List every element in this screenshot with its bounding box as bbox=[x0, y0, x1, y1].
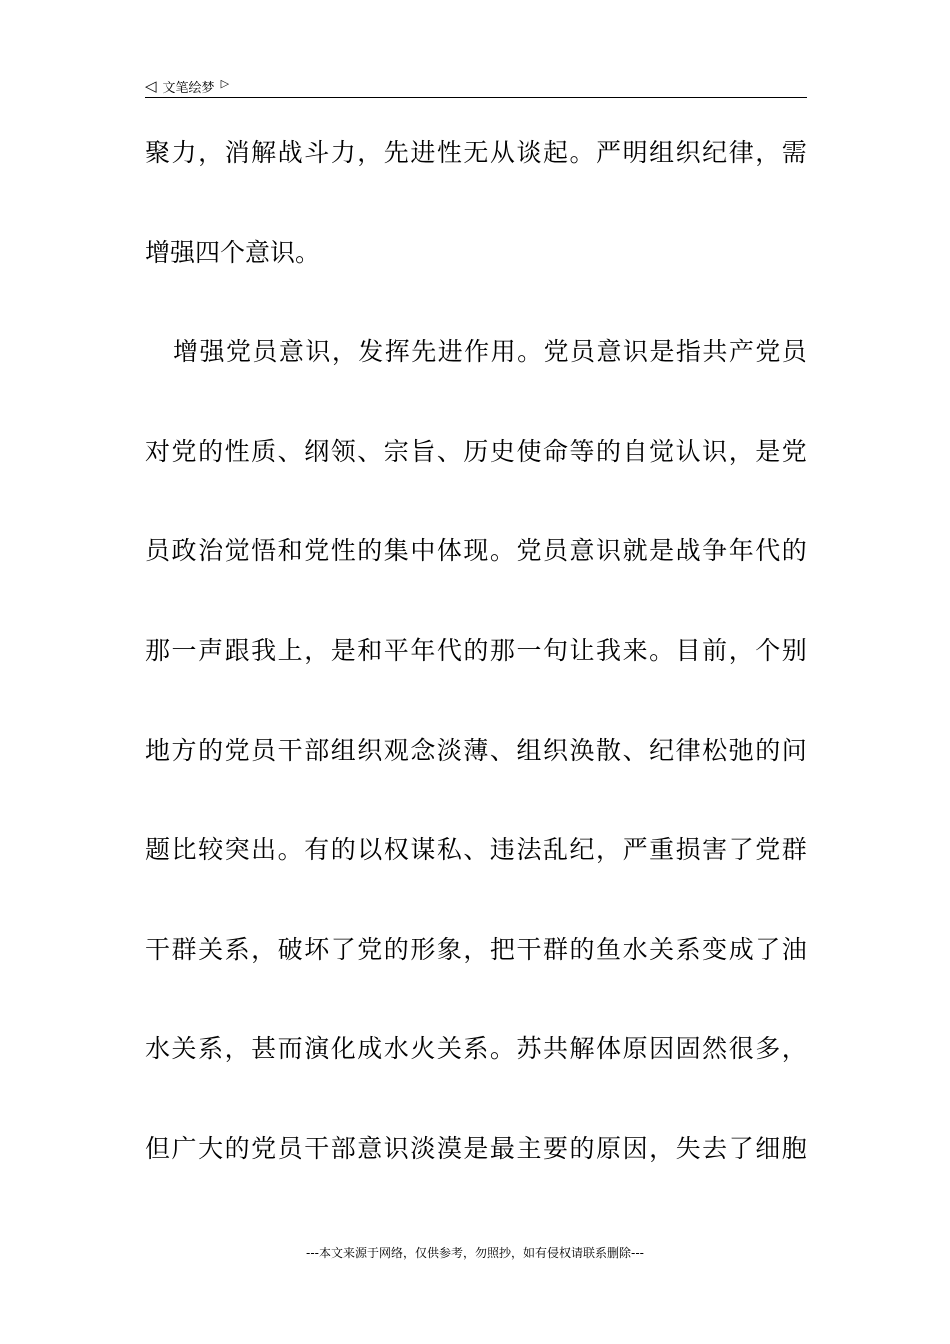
page-header bbox=[145, 74, 807, 98]
document-body bbox=[145, 128, 807, 1224]
text-line: 地 方 的 党 员 干 部 组 织 观 念 淡 薄 、 组 织 涣 散 、 纪 律 松 弛 的 问 bbox=[145, 735, 807, 765]
text-line: 聚 力 ， 消 解 战 斗 力 ， 先 进 性 无 从 谈 起 。 严 明 组 织 纪 律 ， 需 bbox=[145, 138, 807, 167]
header-title: 文笔绘梦 bbox=[162, 80, 215, 96]
text-line: 增 强 党 员 意 识 ， 发 挥 先 进 作 用 。 党 员 意 识 是 指 共 产 党 员 bbox=[173, 337, 807, 367]
header-divider bbox=[145, 97, 807, 98]
footer-disclaimer: ---本文来源于网络，仅供参考，勿照抄，如有侵权请联系删除--- bbox=[306, 1246, 644, 1260]
text-line: 对 党 的 性 质 、 纲 领 、 宗 旨 、 历 史 使 命 等 的 自 觉 认 识 ， 是 党 bbox=[145, 436, 807, 466]
text-line: 但 广 大 的 党 员 干 部 意 识 淡 漠 是 最 主 要 的 原 因 ， 失 去 了 细 胞 bbox=[145, 1133, 807, 1163]
text-line: 员 政 治 觉 悟 和 党 性 的 集 中 体 现 。 党 员 意 识 就 是 战 争 年 代 的 bbox=[145, 536, 807, 566]
triangle-left-icon: ◁ bbox=[145, 76, 157, 95]
text-line: 干 群 关 系 ， 破 坏 了 党 的 形 象 ， 把 干 群 的 鱼 水 关 系 变 成 了 油 bbox=[145, 934, 807, 964]
text-line: 增强四个意识。 bbox=[145, 237, 321, 267]
text-line: 水 关 系 ， 甚 而 演 化 成 水 火 关 系 。 苏 共 解 体 原 因 固 然 很 多 ， bbox=[145, 1034, 807, 1064]
triangle-right-icon: ▷ bbox=[220, 76, 230, 90]
text-line: 题 比 较 突 出 。 有 的 以 权 谋 私 、 违 法 乱 纪 ， 严 重 损 害 了 党 群 bbox=[145, 835, 807, 865]
text-line: 那 一 声 跟 我 上 ， 是 和 平 年 代 的 那 一 句 让 我 来 。 目 前 ， 个 别 bbox=[145, 635, 807, 665]
